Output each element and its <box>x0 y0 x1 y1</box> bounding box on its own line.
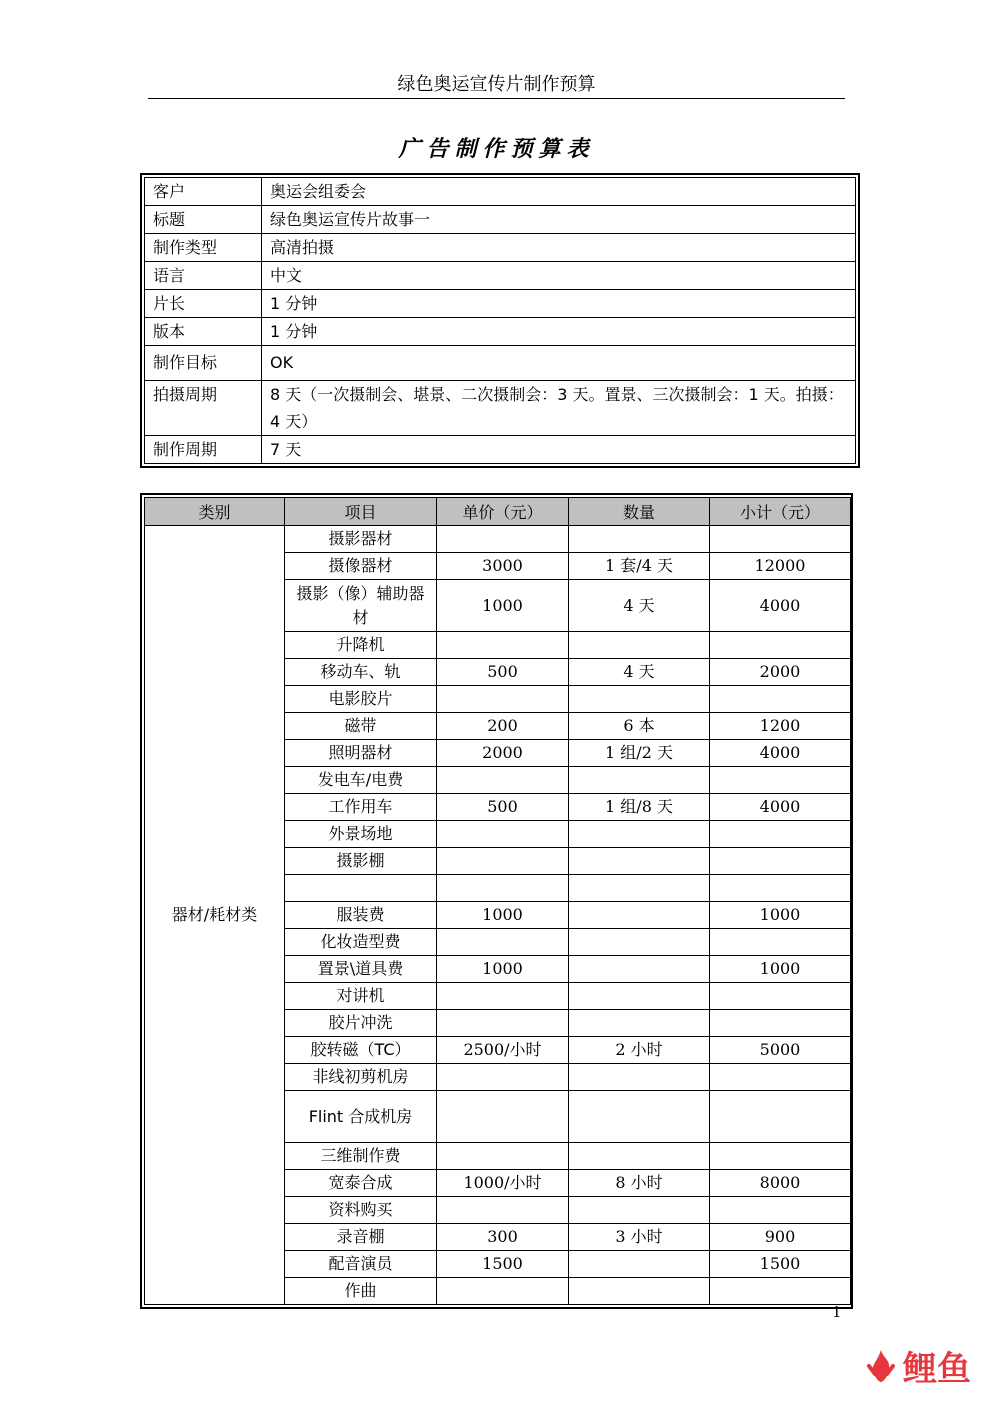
item-cell: 宽泰合成 <box>285 1170 437 1197</box>
watermark-logo <box>861 1341 971 1390</box>
header-unit-price: 单价（元） <box>437 498 569 526</box>
item-cell: 胶转磁（TC） <box>285 1037 437 1064</box>
info-value: 7 天 <box>262 436 856 464</box>
info-row <box>145 318 856 346</box>
quantity-cell <box>569 1010 710 1037</box>
info-value: 1 分钟 <box>262 318 856 346</box>
info-label: 语言 <box>145 262 262 290</box>
info-row <box>145 436 856 464</box>
unit-price-cell <box>437 526 569 553</box>
info-value: 中文 <box>262 262 856 290</box>
unit-price-cell <box>437 848 569 875</box>
info-row <box>145 381 856 436</box>
info-value: 8 天（一次摄制会、堪景、二次摄制会：3 天。置景、三次摄制会：1 天。拍摄：4 天） <box>262 381 856 436</box>
info-row <box>145 346 856 381</box>
quantity-cell: 1 组/2 天 <box>569 740 710 767</box>
unit-price-cell <box>437 1064 569 1091</box>
subtotal-cell: 4000 <box>710 794 851 821</box>
unit-price-cell: 3000 <box>437 553 569 580</box>
quantity-cell <box>569 902 710 929</box>
info-value: OK <box>262 346 856 381</box>
page-number: 1 <box>832 1303 842 1321</box>
unit-price-cell: 2500/小时 <box>437 1037 569 1064</box>
subtotal-cell: 4000 <box>710 740 851 767</box>
item-cell: 化妆造型费 <box>285 929 437 956</box>
subtotal-cell <box>710 686 851 713</box>
item-cell: Flint 合成机房 <box>285 1091 437 1143</box>
item-cell: 非线初剪机房 <box>285 1064 437 1091</box>
unit-price-cell <box>437 1197 569 1224</box>
quantity-cell <box>569 875 710 902</box>
budget-table-frame <box>140 493 853 1309</box>
subtotal-cell: 2000 <box>710 659 851 686</box>
item-cell: 摄影（像）辅助器材 <box>285 580 437 632</box>
quantity-cell <box>569 821 710 848</box>
project-info-table <box>144 177 856 464</box>
info-value: 绿色奥运宣传片故事一 <box>262 206 856 234</box>
info-label: 拍摄周期 <box>145 381 262 436</box>
subtotal-cell <box>710 821 851 848</box>
quantity-cell <box>569 526 710 553</box>
item-cell: 移动车、轨 <box>285 659 437 686</box>
info-label: 制作目标 <box>145 346 262 381</box>
budget-table <box>144 497 851 1305</box>
header-subtotal: 小计（元） <box>710 498 851 526</box>
header-divider <box>148 98 845 99</box>
unit-price-cell <box>437 875 569 902</box>
unit-price-cell <box>437 1091 569 1143</box>
quantity-cell <box>569 929 710 956</box>
item-cell: 发电车/电费 <box>285 767 437 794</box>
unit-price-cell: 500 <box>437 794 569 821</box>
item-cell: 摄像器材 <box>285 553 437 580</box>
item-cell: 作曲 <box>285 1278 437 1305</box>
unit-price-cell: 300 <box>437 1224 569 1251</box>
subtotal-cell: 1000 <box>710 902 851 929</box>
quantity-cell: 2 小时 <box>569 1037 710 1064</box>
quantity-cell <box>569 632 710 659</box>
subtotal-cell <box>710 1064 851 1091</box>
subtotal-cell <box>710 1010 851 1037</box>
unit-price-cell: 1000 <box>437 956 569 983</box>
unit-price-cell: 1000 <box>437 580 569 632</box>
item-cell: 照明器材 <box>285 740 437 767</box>
subtotal-cell <box>710 1197 851 1224</box>
subtotal-cell: 8000 <box>710 1170 851 1197</box>
info-label: 制作周期 <box>145 436 262 464</box>
quantity-cell: 1 组/8 天 <box>569 794 710 821</box>
subtotal-cell <box>710 767 851 794</box>
unit-price-cell: 1500 <box>437 1251 569 1278</box>
subtotal-cell <box>710 632 851 659</box>
budget-header-row <box>145 498 851 526</box>
table-row <box>145 526 851 553</box>
unit-price-cell <box>437 1278 569 1305</box>
subtotal-cell: 4000 <box>710 580 851 632</box>
budget-body <box>145 526 851 1305</box>
subtotal-cell: 1200 <box>710 713 851 740</box>
subtotal-cell: 900 <box>710 1224 851 1251</box>
info-table-frame <box>140 173 860 468</box>
info-row <box>145 206 856 234</box>
unit-price-cell <box>437 929 569 956</box>
quantity-cell <box>569 1197 710 1224</box>
quantity-cell <box>569 848 710 875</box>
unit-price-cell <box>437 767 569 794</box>
document-title: 广告制作预算表 <box>398 137 595 162</box>
subtotal-cell <box>710 848 851 875</box>
info-row <box>145 234 856 262</box>
subtotal-cell <box>710 1091 851 1143</box>
subtotal-cell <box>710 526 851 553</box>
quantity-cell <box>569 983 710 1010</box>
info-value: 高清拍摄 <box>262 234 856 262</box>
header-item: 项目 <box>285 498 437 526</box>
item-cell: 三维制作费 <box>285 1143 437 1170</box>
item-cell: 配音演员 <box>285 1251 437 1278</box>
info-row <box>145 290 856 318</box>
item-cell: 服装费 <box>285 902 437 929</box>
subtotal-cell <box>710 1278 851 1305</box>
quantity-cell <box>569 1064 710 1091</box>
quantity-cell <box>569 1143 710 1170</box>
item-cell: 工作用车 <box>285 794 437 821</box>
info-label: 片长 <box>145 290 262 318</box>
quantity-cell: 8 小时 <box>569 1170 710 1197</box>
quantity-cell <box>569 767 710 794</box>
unit-price-cell: 1000/小时 <box>437 1170 569 1197</box>
quantity-cell: 4 天 <box>569 580 710 632</box>
item-cell: 对讲机 <box>285 983 437 1010</box>
unit-price-cell: 1000 <box>437 902 569 929</box>
info-value: 奥运会组委会 <box>262 178 856 206</box>
subtotal-cell <box>710 983 851 1010</box>
info-row <box>145 178 856 206</box>
subtotal-cell <box>710 1143 851 1170</box>
unit-price-cell <box>437 821 569 848</box>
quantity-cell: 1 套/4 天 <box>569 553 710 580</box>
header-category: 类别 <box>145 498 285 526</box>
unit-price-cell <box>437 632 569 659</box>
running-header-title: 绿色奥运宣传片制作预算 <box>397 74 596 95</box>
item-cell: 电影胶片 <box>285 686 437 713</box>
subtotal-cell: 12000 <box>710 553 851 580</box>
info-label: 标题 <box>145 206 262 234</box>
item-cell <box>285 875 437 902</box>
subtotal-cell: 1500 <box>710 1251 851 1278</box>
quantity-cell <box>569 1091 710 1143</box>
quantity-cell: 4 天 <box>569 659 710 686</box>
unit-price-cell <box>437 1143 569 1170</box>
item-cell: 升降机 <box>285 632 437 659</box>
unit-price-cell <box>437 686 569 713</box>
subtotal-cell: 5000 <box>710 1037 851 1064</box>
fire-icon <box>861 1346 901 1386</box>
info-row <box>145 262 856 290</box>
quantity-cell: 6 本 <box>569 713 710 740</box>
info-label: 版本 <box>145 318 262 346</box>
item-cell: 置景\道具费 <box>285 956 437 983</box>
header-quantity: 数量 <box>569 498 710 526</box>
quantity-cell <box>569 1251 710 1278</box>
unit-price-cell: 200 <box>437 713 569 740</box>
item-cell: 外景场地 <box>285 821 437 848</box>
item-cell: 摄影棚 <box>285 848 437 875</box>
project-info-body <box>145 178 856 464</box>
item-cell: 磁带 <box>285 713 437 740</box>
unit-price-cell: 2000 <box>437 740 569 767</box>
item-cell: 胶片冲洗 <box>285 1010 437 1037</box>
subtotal-cell <box>710 929 851 956</box>
unit-price-cell <box>437 1010 569 1037</box>
item-cell: 摄影器材 <box>285 526 437 553</box>
quantity-cell <box>569 686 710 713</box>
quantity-cell <box>569 956 710 983</box>
info-label: 制作类型 <box>145 234 262 262</box>
watermark-text: 鲤鱼 <box>903 1349 971 1389</box>
subtotal-cell: 1000 <box>710 956 851 983</box>
unit-price-cell: 500 <box>437 659 569 686</box>
quantity-cell: 3 小时 <box>569 1224 710 1251</box>
unit-price-cell <box>437 983 569 1010</box>
info-label: 客户 <box>145 178 262 206</box>
item-cell: 资料购买 <box>285 1197 437 1224</box>
quantity-cell <box>569 1278 710 1305</box>
category-cell: 器材/耗材类 <box>145 526 285 1305</box>
item-cell: 录音棚 <box>285 1224 437 1251</box>
info-value: 1 分钟 <box>262 290 856 318</box>
subtotal-cell <box>710 875 851 902</box>
